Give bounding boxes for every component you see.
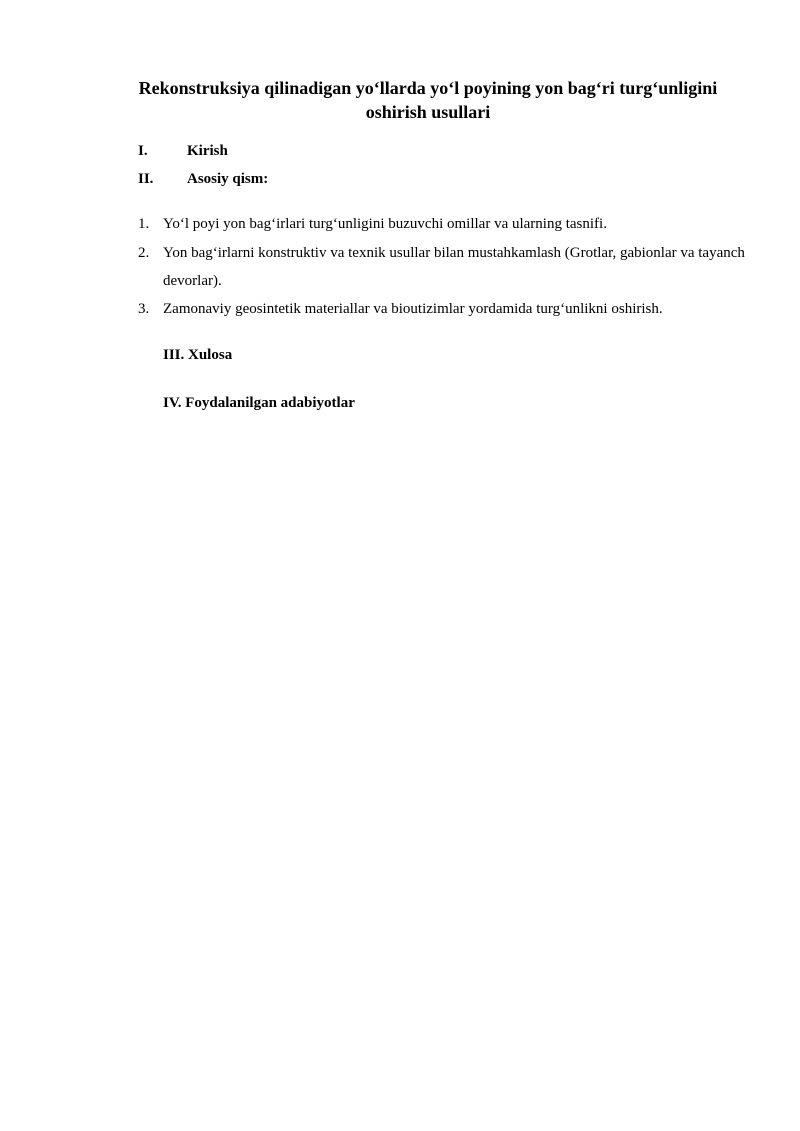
section-references: IV. Foydalanilgan adabiyotlar [163, 395, 355, 411]
numbered-item-3 [138, 295, 748, 323]
title-line-2: oshirish usullari [365, 102, 491, 122]
numbered-item-1 [138, 210, 748, 238]
item-number: 1. [138, 216, 150, 232]
item-number: 3. [138, 301, 150, 317]
item-text: Yon bag‘irlarni konstruktiv va texnik usullar bilan mustahkamlash (Grotlar, gabionlar va tayanch devorlar). [163, 245, 745, 289]
item-text: Yo‘l poyi yon bag‘irlari turg‘unligini buzuvchi omillar va ularning tasnifi. [163, 216, 607, 232]
numbered-item-2 [138, 239, 748, 295]
outline-number: I. [138, 143, 148, 159]
item-number: 2. [138, 245, 150, 261]
outline-item-main-part [138, 169, 268, 189]
item-text: Zamonaviy geosintetik materiallar va bioutizimlar yordamida turg‘unlikni oshirish. [163, 301, 663, 317]
document-title [110, 76, 746, 124]
outline-label: Kirish [187, 143, 228, 159]
section-conclusion: III. Xulosa [163, 347, 233, 363]
outline-number: II. [138, 171, 154, 187]
outline-item-introduction [138, 141, 228, 161]
title-line-1: Rekonstruksiya qilinadigan yo‘llarda yo‘l poyining yon bag‘ri turg‘unligini [138, 78, 718, 98]
outline-label: Asosiy qism: [187, 171, 269, 187]
